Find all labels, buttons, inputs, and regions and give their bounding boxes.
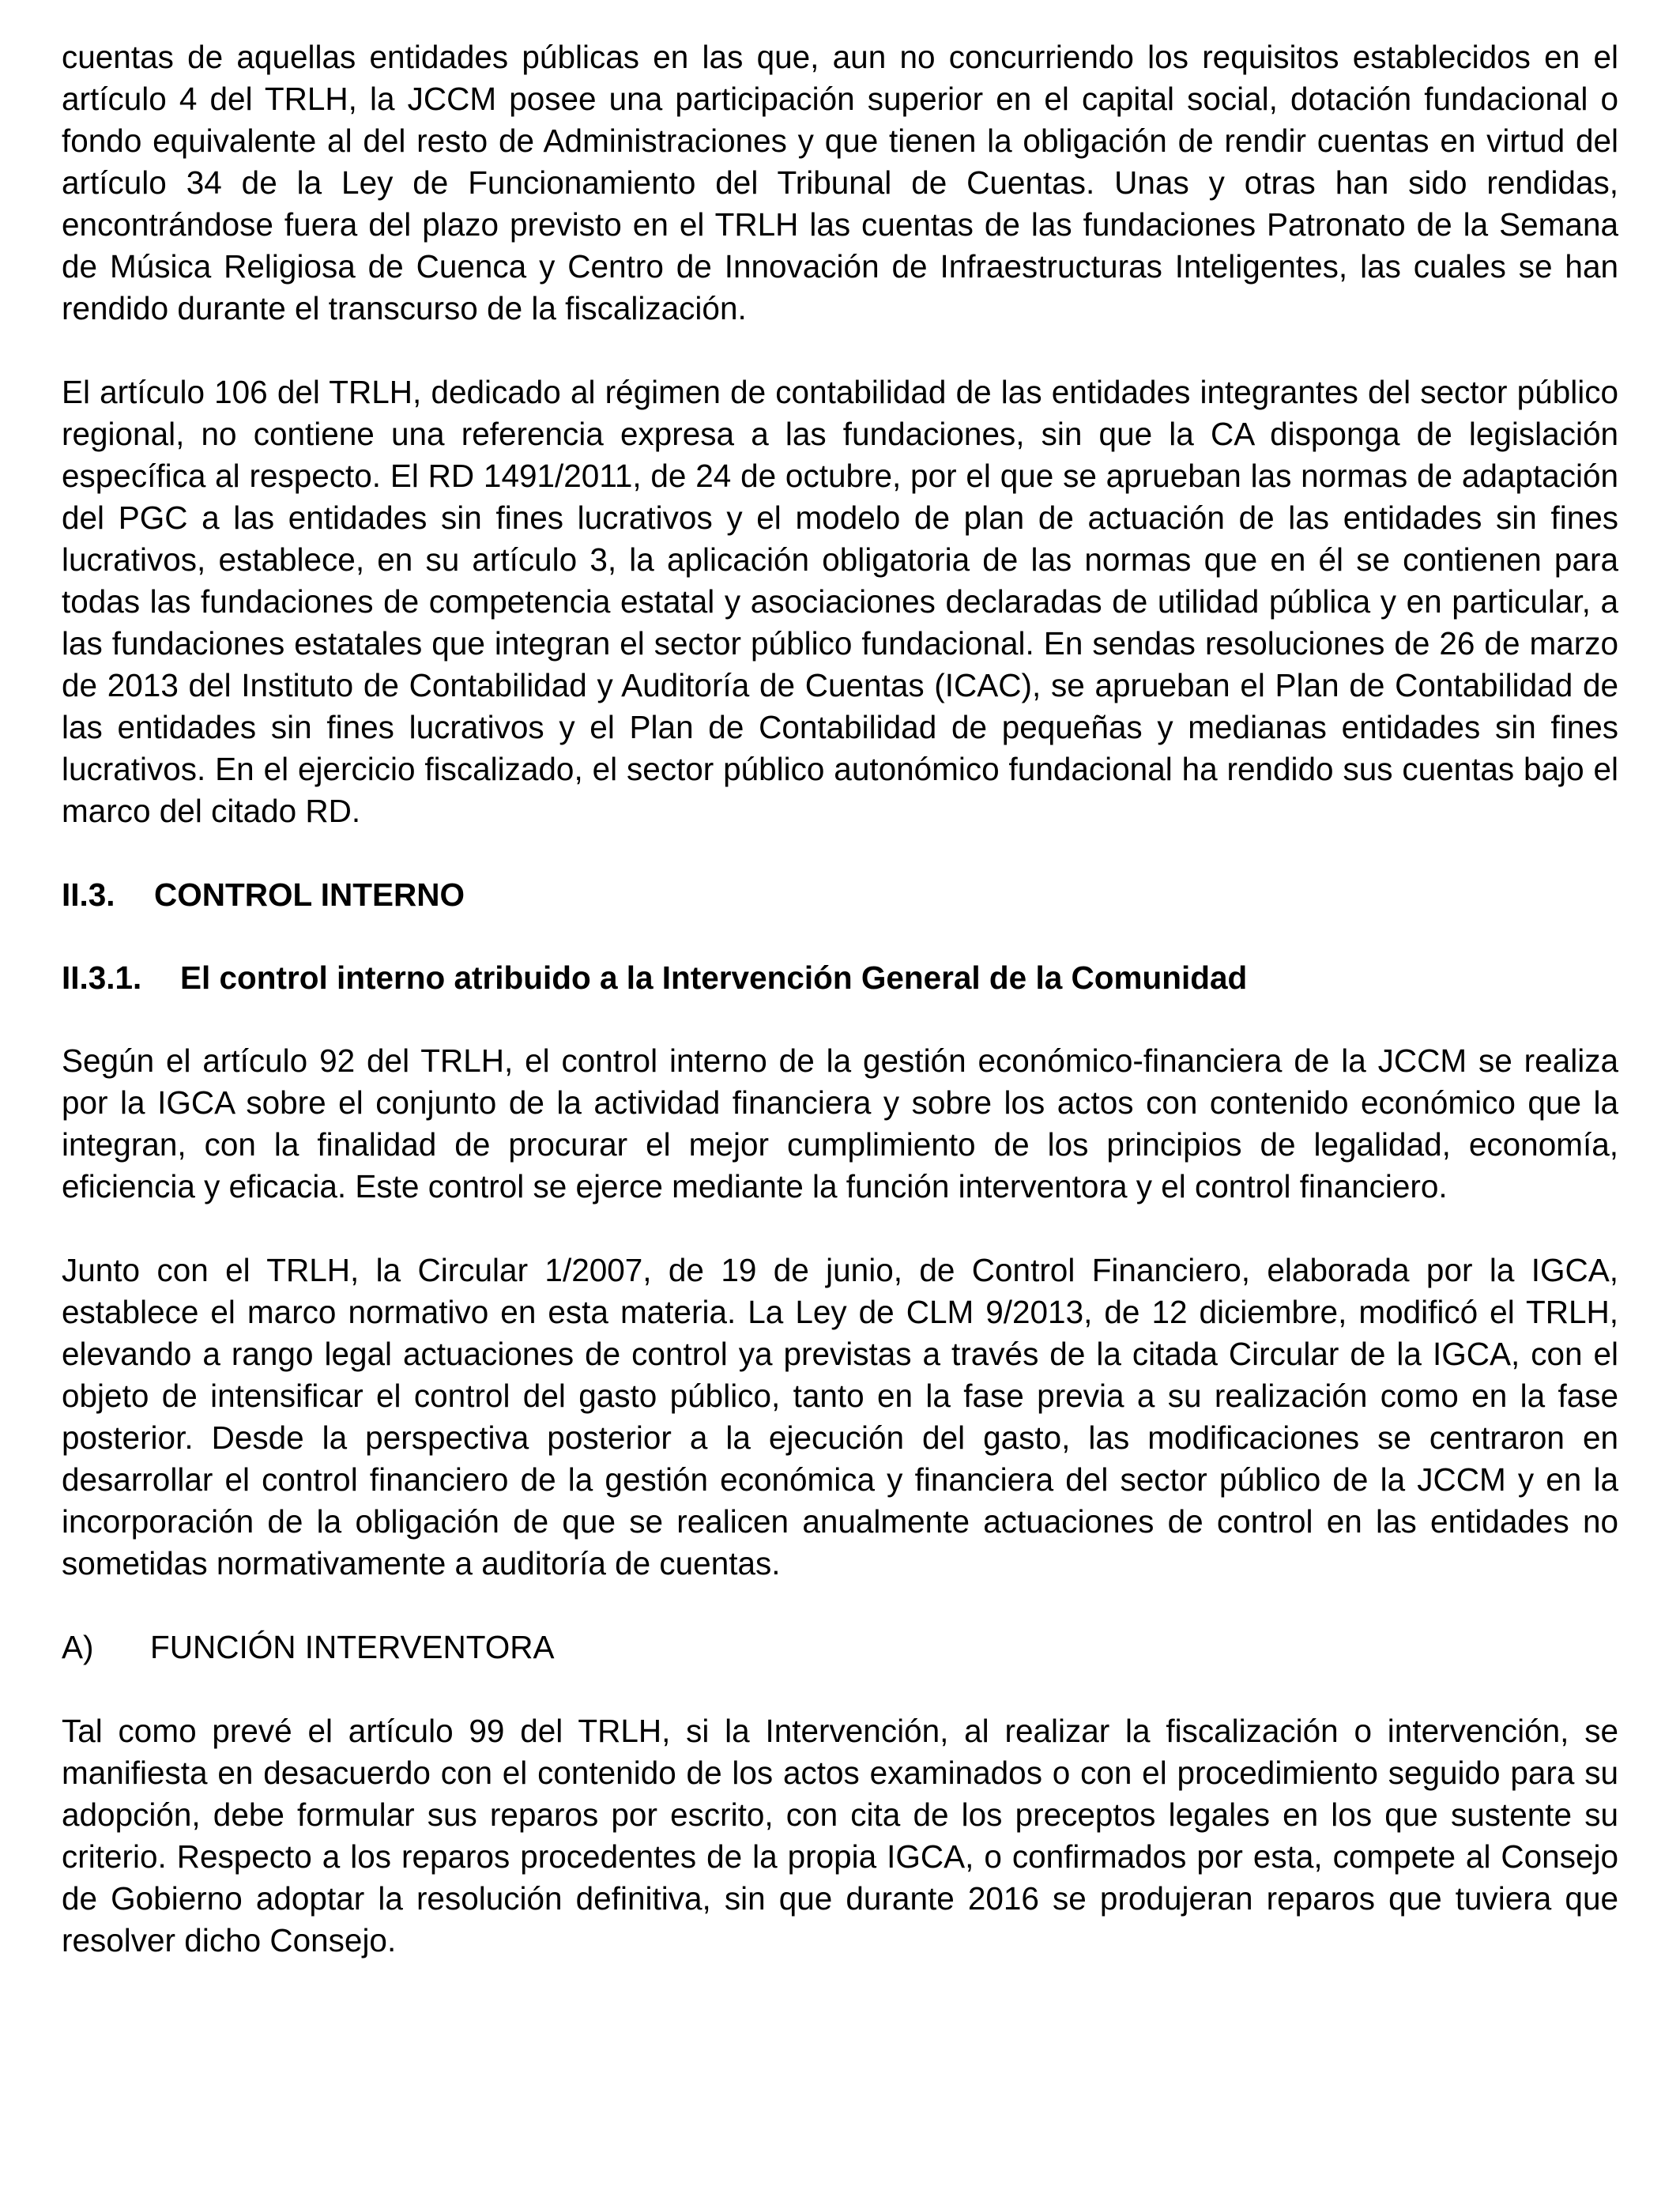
- document-page: [62, 36, 1618, 2004]
- point-number: A): [62, 1629, 94, 1665]
- subsection-title: El control interno atribuido a la Intervención General de la Comunidad: [180, 959, 1248, 996]
- paragraph-marco-normativo: Junto con el TRLH, la Circular 1/2007, de 19 de junio, de Control Financiero, elaborada por la IGCA, establece el marco normativo en esta materia. La Ley de CLM 9/2013, de 12 diciembre, modificó el TRLH, elevando a rango legal actuaciones de control ya previstas a través de la citada Circular de la IGCA, con el objeto de intensificar el control del gasto público, tanto en la fase previa a su realización como en la fase posterior. Desde la perspectiva posterior a la ejecución del gasto, las modificaciones se centraron en desarrollar el control financiero de la gestión económica y financiera del sector público de la JCCM y en la incorporación de la obligación de que se realicen anualmente actuaciones de control en las entidades no sometidas normativamente a auditoría de cuentas.: [62, 1252, 1618, 1581]
- paragraph-regimen-contabilidad: El artículo 106 del TRLH, dedicado al régimen de contabilidad de las entidades integrantes del sector público regional, no contiene una referencia expresa a las fundaciones, sin que la CA disponga de legislación específica al respecto. El RD 1491/2011, de 24 de octubre, por el que se aprueban las normas de adaptación del PGC a las entidades sin fines lucrativos y el modelo de plan de actuación de las entidades sin fines lucrativos, establece, en su artículo 3, la aplicación obligatoria de las normas que en él se contienen para todas las fundaciones de competencia estatal y asociaciones declaradas de utilidad pública y en particular, a las fundaciones estatales que integran el sector público fundacional. En sendas resoluciones de 26 de marzo de 2013 del Instituto de Contabilidad y Auditoría de Cuentas (ICAC), se aprueban el Plan de Contabilidad de las entidades sin fines lucrativos y el Plan de Contabilidad de pequeñas y medianas entidades sin fines lucrativos. En el ejercicio fiscalizado, el sector público autonómico fundacional ha rendido sus cuentas bajo el marco del citado RD.: [62, 374, 1618, 829]
- section-number: II.3.: [62, 876, 115, 913]
- subsection-number: II.3.1.: [62, 959, 142, 996]
- point-heading: [62, 1627, 1618, 1668]
- paragraph-funcion-interventora: Tal como prevé el artículo 99 del TRLH, si la Intervención, al realizar la fiscalización o intervención, se manifiesta en desacuerdo con el contenido de los actos examinados o con el procedimiento seguido para su adopción, debe formular sus reparos por escrito, con cita de los preceptos legales en los que sustente su criterio. Respecto a los reparos procedentes de la propia IGCA, o confirmados por esta, compete al Consejo de Gobierno adoptar la resolución definitiva, sin que durante 2016 se produjeran reparos que tuviera que resolver dicho Consejo.: [62, 1713, 1618, 1958]
- section-title: CONTROL INTERNO: [154, 876, 465, 913]
- section-heading: [62, 874, 1618, 916]
- paragraph-control-interno: Según el artículo 92 del TRLH, el control interno de la gestión económico-financiera de la JCCM se realiza por la IGCA sobre el conjunto de la actividad financiera y sobre los actos con contenido económico que la integran, con la finalidad de procurar el mejor cumplimiento de los principios de legalidad, economía, eficiencia y eficacia. Este control se ejerce mediante la función interventora y el control financiero.: [62, 1042, 1618, 1204]
- point-title: FUNCIÓN INTERVENTORA: [150, 1629, 555, 1665]
- paragraph-rendicion-cuentas: cuentas de aquellas entidades públicas en las que, aun no concurriendo los requisitos establecidos en el artículo 4 del TRLH, la JCCM posee una participación superior en el capital social, dotación fundacional o fondo equivalente al del resto de Administraciones y que tienen la obligación de rendir cuentas en virtud del artículo 34 de la Ley de Funcionamiento del Tribunal de Cuentas. Unas y otras han sido rendidas, encontrándose fuera del plazo previsto en el TRLH las cuentas de las fundaciones Patronato de la Semana de Música Religiosa de Cuenca y Centro de Innovación de Infraestructuras Inteligentes, las cuales se han rendido durante el transcurso de la fiscalización.: [62, 39, 1618, 326]
- subsection-heading: [62, 957, 1618, 999]
